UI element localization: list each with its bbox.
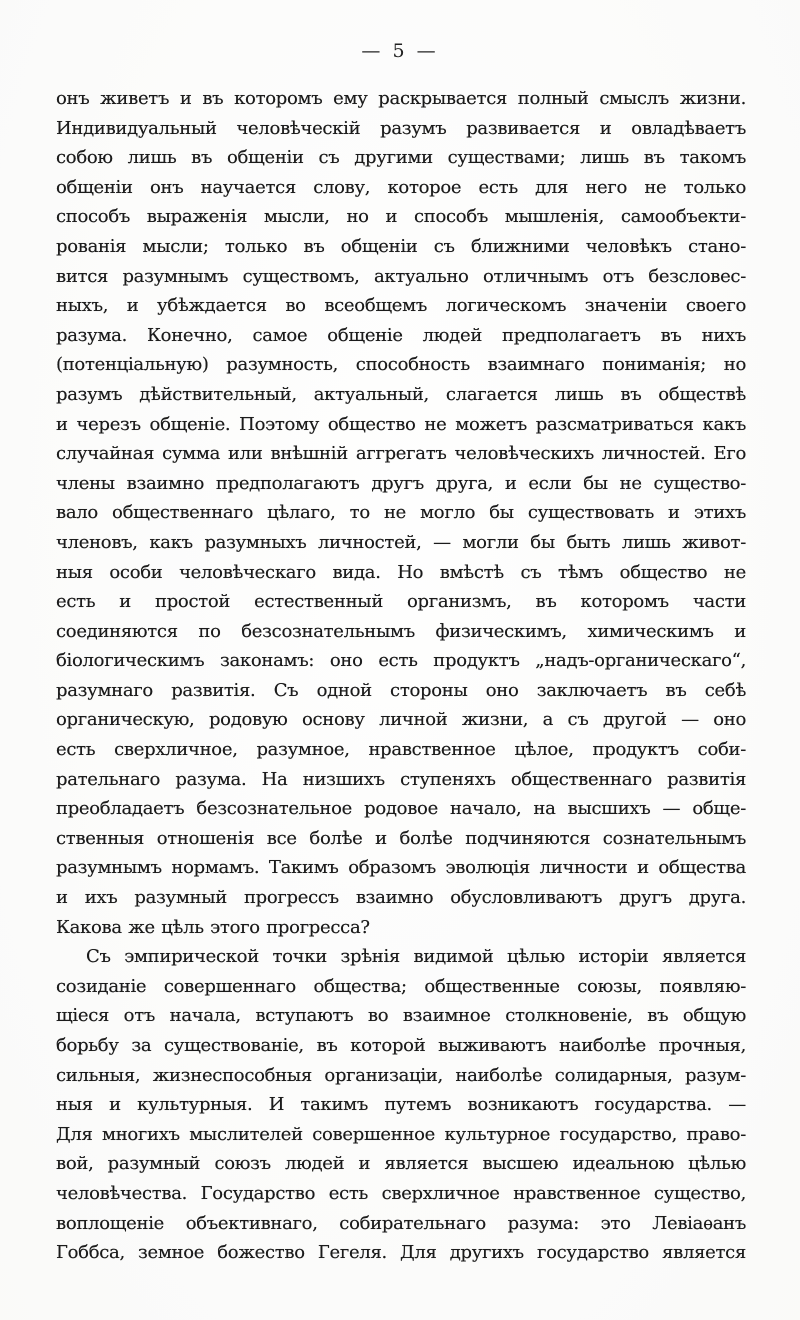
text-line: ныхъ, и убѣждается во всеобщемъ логическомъ значеніи своего [56,295,746,317]
text-line: разумнымъ нормамъ. Такимъ образомъ эволюція личности и общества [56,857,746,879]
text-line: рованія мысли; только въ общеніи съ ближними человѣкъ стано- [56,235,746,257]
text-line: Съ эмпирической точки зрѣнія видимой цѣлью исторіи является [86,946,746,968]
text-line: щіеся отъ начала, вступаютъ во взаимное столкновеніе, въ общую [56,1005,746,1027]
text-line: ственныя отношенія все болѣе и болѣе подчиняются сознательнымъ [56,827,746,849]
text-line: вой, разумный союзъ людей и является высшею идеальною цѣлью [56,1153,746,1175]
text-line: рательнаго разума. На низшихъ ступеняхъ общественнаго развитія [56,768,746,790]
text-line: воплощеніе объективнаго, собирательнаго разума: это Левіаѳанъ [56,1212,746,1234]
text-line: разумнаго развитія. Съ одной стороны оно заключаетъ въ себѣ [56,679,746,701]
text-line: собою лишь въ общеніи съ другими существами; лишь въ такомъ [56,147,746,169]
text-line: разумъ дѣйствительный, актуальный, слагается лишь въ обществѣ [56,383,746,405]
text-line: члены взаимно предполагаютъ другъ друга, и если бы не существо- [56,472,746,494]
text-line: вится разумнымъ существомъ, актуально отличнымъ отъ безсловес- [56,265,746,287]
text-line: общеніи онъ научается слову, которое есть для него не только [56,176,746,198]
page-number: — 5 — [361,40,439,62]
text-line: органическую, родовую основу личной жизни, а съ другой — оно [56,709,746,731]
text-line: вало общественнаго цѣлаго, то не могло бы существовать и этихъ [56,502,746,524]
text-line: способъ выраженія мысли, но и способъ мышленія, самообъекти- [56,206,746,228]
text-line: (потенціальную) разумность, способность взаимнаго пониманія; но [56,354,746,376]
text-line: преобладаетъ безсознательное родовое начало, на высшихъ — обще- [56,798,746,820]
text-line: борьбу за существованіе, въ которой выживаютъ наиболѣе прочныя, [56,1035,746,1056]
text-line: созиданіе совершеннаго общества; общественные союзы, появляю- [56,975,746,997]
text-line: Для многихъ мыслителей совершенное культурное государство, право- [56,1123,746,1145]
text-line: есть сверхличное, разумное, нравственное цѣлое, продуктъ соби- [56,739,746,761]
text-block [56,84,746,1268]
text-line: есть и простой естественный организмъ, въ которомъ части [56,591,746,613]
text-line: разума. Конечно, самое общеніе людей предполагаетъ въ нихъ [56,324,746,346]
text-line: членовъ, какъ разумныхъ личностей, — могли бы быть лишь живот- [56,531,746,553]
text-line: ныя и культурныя. И такимъ путемъ возникаютъ государства. — [56,1094,746,1116]
text-line: Какова же цѣль этого прогресса? [56,916,370,938]
text-line: и черезъ общеніе. Поэтому общество не можетъ разсматриваться какъ [56,413,746,435]
text-line: Индивидуальный человѣческій разумъ развивается и овладѣваетъ [56,117,746,139]
text-line: сильныя, жизнеспособныя организаціи, наиболѣе солидарныя, разум- [56,1064,746,1086]
text-line: человѣчества. Государство есть сверхличное нравственное существо, [56,1182,746,1204]
text-line: онъ живетъ и въ которомъ ему раскрывается полный смыслъ жизни. [56,88,746,109]
text-line: соединяются по безсознательнымъ физическимъ, химическимъ и [56,620,746,642]
text-line: и ихъ разумный прогрессъ взаимно обусловливаютъ другъ друга. [56,887,746,909]
text-line: случайная сумма или внѣшній аггрегатъ человѣческихъ личностей. Его [56,443,746,465]
text-line: Гоббса, земное божество Гегеля. Для другихъ государство является [56,1242,746,1264]
text-line: біологическимъ законамъ: оно есть продуктъ „надъ-органическаго“, [56,650,746,672]
text-line: ныя особи человѣческаго вида. Но вмѣстѣ съ тѣмъ общество не [56,561,746,583]
